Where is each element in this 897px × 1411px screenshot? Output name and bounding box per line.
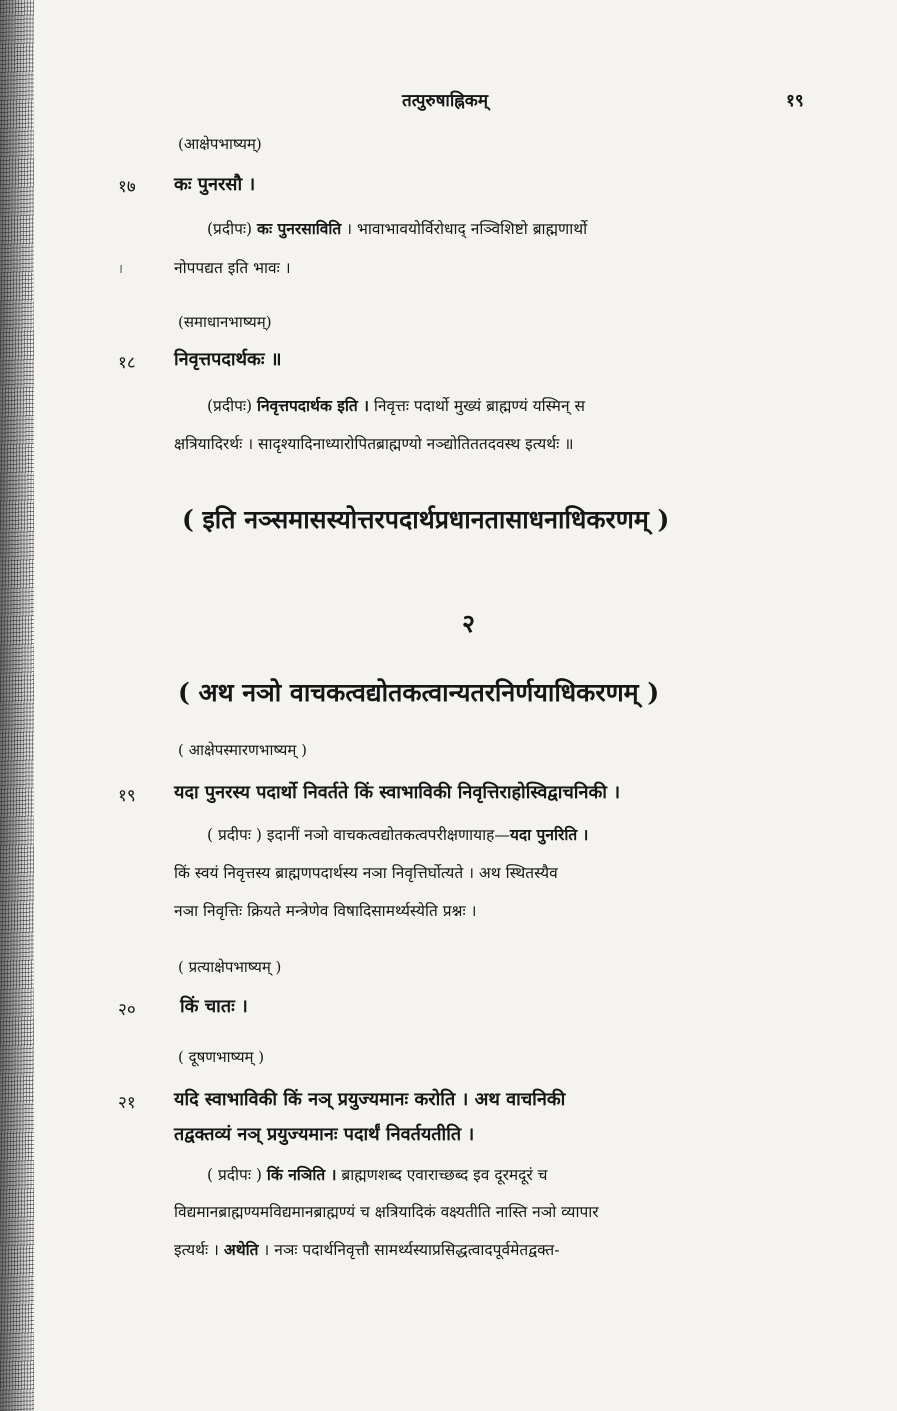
closing-heading: ( इति नञ्समासस्योत्तरपदार्थप्रधानतासाधनाधिकरणम् ) xyxy=(182,505,670,534)
pradipa-line-19-1 xyxy=(207,823,588,845)
pradipa-line-21-3 xyxy=(174,1238,559,1260)
running-header-title: तत्पुरुषाह्निकम् xyxy=(402,91,489,111)
pradipa-text: निवृत्तः पदार्थो मुख्यं ब्राह्मण्यं यस्मिन् स xyxy=(373,397,585,415)
margin-mark: । xyxy=(118,262,123,277)
pradipa-text: इत्यर्थः । xyxy=(174,1241,219,1259)
pradipa-lemma: यदा पुनरिति । xyxy=(509,825,589,844)
pradipa-tag: (प्रदीपः) xyxy=(207,397,253,415)
pradipa-line-19-3: नञा निवृत्तिः क्रियते मन्त्रेणेव विषादिसामर्थ्यस्येति प्रश्नः । xyxy=(174,902,477,920)
pradipa-text: ब्राह्मणशब्द एवाराच्छब्द इव दूरमदूरं च xyxy=(341,1166,548,1184)
section-label-20: ( प्रत्याक्षेपभाष्यम् ) xyxy=(178,958,282,976)
pradipa-line-18-2: क्षत्रियादिरर्थः । सादृश्यादिनाध्यारोपितब्राह्मण्यो नञ्द्योतिततदवस्थ इत्यर्थः ॥ xyxy=(174,435,574,453)
sutra-number-18: १८ xyxy=(118,353,136,373)
section-number: २ xyxy=(462,609,476,638)
sutra-number-21: २१ xyxy=(118,1093,136,1113)
pradipa-lemma: निवृत्तपदार्थक इति । xyxy=(257,396,369,415)
pradipa-line-21-1 xyxy=(207,1163,548,1185)
pradipa-text: इदानीं नञो वाचकत्वद्योतकत्वपरीक्षणायाह— xyxy=(266,826,510,844)
bhashya-text-21-1: यदि स्वाभाविकी किं नञ् प्रयुज्यमानः करोति । अथ वाचनिकी xyxy=(174,1089,566,1110)
pradipa-tag: (प्रदीपः) xyxy=(207,220,253,238)
bhashya-text-20: किं चातः । xyxy=(180,996,248,1017)
sutra-number-19: १९ xyxy=(118,786,136,806)
section-label-19: ( आक्षेपस्मारणभाष्यम् ) xyxy=(178,741,307,759)
page-number: १९ xyxy=(786,91,804,111)
pradipa-line-19-2: किं स्वयं निवृत्तस्य ब्राह्मणपदार्थस्य नञा निवृत्तिर्घोत्यते । अथ स्थितस्यैव xyxy=(174,864,558,882)
pradipa-line-17-2: नोपपद्यत इति भावः । xyxy=(174,259,291,277)
pradipa-text: । नञः पदार्थनिवृत्तौ सामर्थ्यस्याप्रसिद्धत्वादपूर्वमेतद्वक्त- xyxy=(263,1241,560,1259)
section-label-18: (समाधानभाष्यम्) xyxy=(178,313,272,331)
section-label-21: ( दूषणभाष्यम् ) xyxy=(178,1048,265,1066)
bhashya-text-17: कः पुनरसौ । xyxy=(174,174,256,195)
pradipa-lemma: किं नञिति । xyxy=(266,1165,337,1184)
section-label-17: (आक्षेपभाष्यम्) xyxy=(178,135,262,153)
pradipa-lemma: कः पुनरसाविति xyxy=(257,219,342,238)
section-heading: ( अथ नञो वाचकत्वद्योतकत्वान्यतरनिर्णयाधिकरणम् ) xyxy=(178,678,660,707)
bhashya-text-18: निवृत्तपदार्थकः ॥ xyxy=(174,349,282,370)
sutra-number-20: २० xyxy=(118,1000,136,1020)
pradipa-tag: ( प्रदीपः ) xyxy=(207,1166,262,1184)
bhashya-text-21-2: तद्वक्तव्यं नञ् प्रयुज्यमानः पदार्थं निवर्तयतीति । xyxy=(174,1124,475,1145)
pradipa-line-18-1 xyxy=(207,394,585,416)
pradipa-text: । भावाभावयोर्विरोधाद् नञ्विशिष्टो ब्राह्मणार्थो xyxy=(346,220,588,238)
bhashya-text-19: यदा पुनरस्य पदार्थो निवर्तते किं स्वाभाविकी निवृत्तिराहोस्विद्वाचनिकी । xyxy=(174,782,621,803)
pradipa-tag: ( प्रदीपः ) xyxy=(207,826,262,844)
pradipa-lemma: अथेति xyxy=(223,1240,259,1259)
pradipa-line-21-2: विद्यमानब्राह्मण्यमविद्यमानब्राह्मण्यं च क्षत्रियादिकं वक्ष्यतीति नास्ति नञो व्यापार xyxy=(174,1203,599,1221)
book-spine-shadow xyxy=(0,0,34,1411)
pradipa-line-17-1 xyxy=(207,217,587,239)
sutra-number-17: १७ xyxy=(118,177,136,197)
